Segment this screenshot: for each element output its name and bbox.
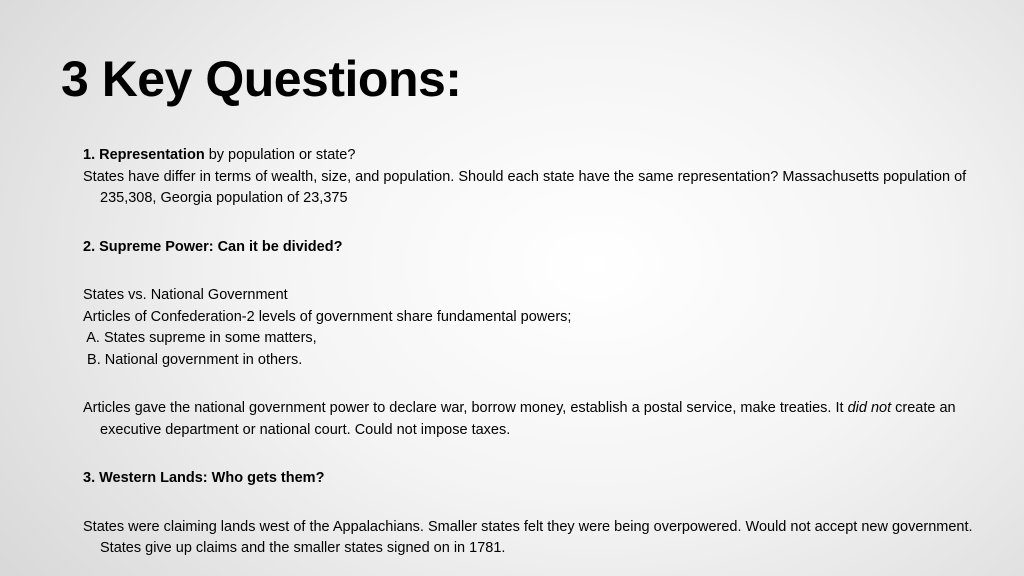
q1-heading-rest: by population or state? xyxy=(204,147,356,163)
spacer xyxy=(83,210,973,237)
q3-body: States were claiming lands west of the Appalachians. Smaller states felt they were being overpowered. Would not accept new government. States give up claims and the smaller states signed on in 1781. xyxy=(83,518,973,556)
q2-para-start: Articles gave the national government power to declare war, borrow money, establish a postal service, make treaties. It xyxy=(83,400,848,416)
spacer xyxy=(83,441,973,468)
q1-heading-bold: 1. Representation xyxy=(83,147,205,163)
q2-line-3: A. States supreme in some matters, xyxy=(83,330,317,346)
q3-heading: 3. Western Lands: Who gets them? xyxy=(83,470,325,486)
q1-heading xyxy=(83,145,973,167)
slide-title: 3 Key Questions: xyxy=(61,51,462,107)
q2-para-emphasis: did not xyxy=(847,400,892,416)
q2-paragraph xyxy=(83,398,973,441)
spacer xyxy=(83,490,973,517)
q2-line-4: B. National government in others. xyxy=(83,351,303,368)
q1-body: States have differ in terms of wealth, size, and population. Should each state have the same representation? Massachusetts population of 235,308, Georgia population of 23,375 xyxy=(83,168,967,206)
spacer xyxy=(83,371,973,398)
slide-content xyxy=(83,145,973,560)
q2-line-2: Articles of Confederation-2 levels of government share fundamental powers; xyxy=(83,308,572,325)
q2-para-end: create an executive department or national court. Could not impose taxes. xyxy=(100,400,956,438)
spacer xyxy=(83,258,973,285)
q2-line-1: States vs. National Government xyxy=(83,287,288,303)
q2-heading: 2. Supreme Power: Can it be divided? xyxy=(83,238,343,255)
